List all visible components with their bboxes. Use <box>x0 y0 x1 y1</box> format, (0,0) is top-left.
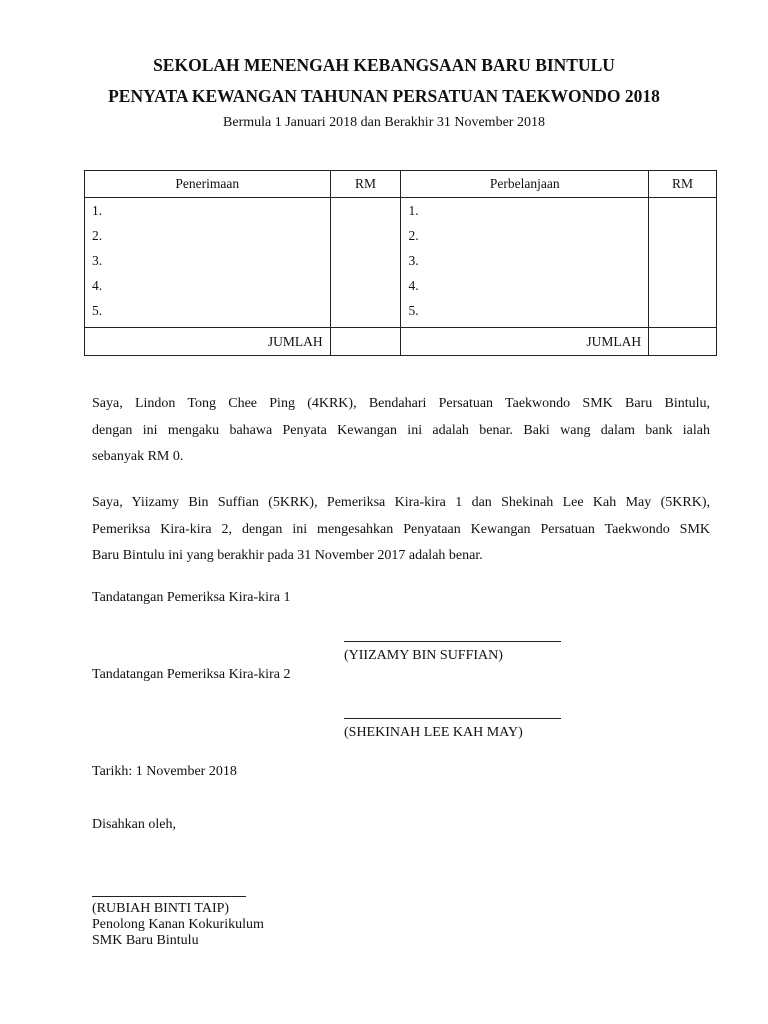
expense-item: 4. <box>408 278 419 293</box>
verifier-school: SMK Baru Bintulu <box>92 933 199 948</box>
rm-header-left: RM <box>330 171 401 198</box>
receipts-header: Penerimaan <box>85 171 331 198</box>
expenses-total-value <box>649 328 717 356</box>
receipts-list <box>85 198 331 328</box>
paragraph-line: Baru Bintulu ini yang berakhir pada 31 November 2017 adalah benar. <box>92 548 483 563</box>
paragraph-line: Saya, Lindon Tong Chee Ping (4KRK), Bendahari Persatuan Taekwondo SMK Baru Bintulu, <box>92 396 710 411</box>
statement-title: PENYATA KEWANGAN TAHUNAN PERSATUAN TAEKWONDO 2018 <box>108 86 660 106</box>
auditor1-name: (YIIZAMY BIN SUFFIAN) <box>344 648 503 663</box>
expense-item: 1. <box>408 203 419 218</box>
verifier-title: Penolong Kanan Kokurikulum <box>92 917 264 932</box>
paragraph-line: dengan ini mengaku bahawa Penyata Kewangan ini adalah benar. Baki wang dalam bank ialah <box>92 422 710 438</box>
verifier-name: (RUBIAH BINTI TAIP) <box>92 901 230 916</box>
expenses-list <box>401 198 649 328</box>
table-header-row <box>85 171 717 198</box>
statement-period: Bermula 1 Januari 2018 dan Berakhir 31 November 2018 <box>223 115 545 130</box>
receipts-rm-cell <box>330 198 401 328</box>
expense-item: 5. <box>408 303 419 318</box>
paragraph-line: Saya, Yiizamy Bin Suffian (5KRK), Pemeriksa Kira-kira 1 dan Shekinah Lee Kah May (5KRK), <box>92 495 710 510</box>
auditor2-name: (SHEKINAH LEE KAH MAY) <box>344 725 523 740</box>
table-items-row <box>85 198 717 328</box>
expense-item: 3. <box>408 253 419 268</box>
rm-header-right: RM <box>649 171 717 198</box>
statement-date: Tarikh: 1 November 2018 <box>92 764 237 779</box>
receipt-item: 2. <box>92 228 103 243</box>
receipt-item: 5. <box>92 303 103 318</box>
auditors-declaration <box>92 490 710 570</box>
receipt-item: 1. <box>92 203 103 218</box>
verified-by-label: Disahkan oleh, <box>92 817 176 832</box>
table-total-row <box>85 328 717 356</box>
school-title: SEKOLAH MENENGAH KEBANGSAAN BARU BINTULU <box>153 55 615 75</box>
paragraph-line: sebanyak RM 0. <box>92 449 184 464</box>
verifier-signature-line <box>92 896 246 897</box>
expenses-rm-cell <box>649 198 717 328</box>
receipts-total-value <box>330 328 401 356</box>
expenses-total-label: JUMLAH <box>401 328 649 356</box>
receipt-item: 3. <box>92 253 103 268</box>
financial-table <box>84 170 717 356</box>
expenses-header: Perbelanjaan <box>401 171 649 198</box>
receipts-total-label: JUMLAH <box>85 328 331 356</box>
expense-item: 2. <box>408 228 419 243</box>
auditor2-signature-line <box>344 718 561 719</box>
auditor1-signature-label: Tandatangan Pemeriksa Kira-kira 1 <box>92 590 291 605</box>
paragraph-line: Pemeriksa Kira-kira 2, dengan ini mengesahkan Penyataan Kewangan Persatuan Taekwondo SMK <box>92 521 710 537</box>
auditor1-signature-line <box>344 641 561 642</box>
auditor2-signature-label: Tandatangan Pemeriksa Kira-kira 2 <box>92 667 291 682</box>
treasurer-declaration <box>92 391 710 471</box>
receipt-item: 4. <box>92 278 103 293</box>
